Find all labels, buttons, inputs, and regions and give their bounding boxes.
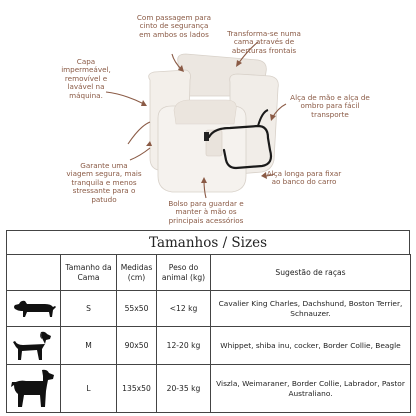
medium-dog-icon bbox=[11, 329, 57, 363]
arrow-left-curve bbox=[128, 122, 150, 144]
arrowhead-transform bbox=[236, 60, 242, 67]
weight-cell: 12-20 kg bbox=[157, 327, 211, 365]
arrowhead-safe bbox=[146, 141, 152, 146]
callout-transform: Transforma-se numa cama através de aberturas frontais bbox=[227, 29, 301, 55]
size-cell: M bbox=[61, 327, 117, 365]
measure-cell: 55x50 bbox=[117, 291, 157, 327]
header-measure: Medidas (cm) bbox=[117, 255, 157, 291]
dog-cell bbox=[7, 327, 61, 365]
breeds-cell: Whippet, shiba inu, cocker, Border Collie, Beagle bbox=[211, 327, 411, 365]
callout-pocket: Bolso para guardar e manter à mão os principais acessórios bbox=[168, 199, 244, 225]
callout-strap: Alça longa para fixar ao banco do carro bbox=[266, 169, 342, 187]
callout-handle: Alça de mão e alça de ombro para fácil transporte bbox=[290, 93, 370, 119]
table-header-row bbox=[7, 255, 411, 291]
dog-cell bbox=[7, 291, 61, 327]
arrow-safe bbox=[130, 148, 150, 160]
breeds-cell: Cavalier King Charles, Dachshund, Boston Terrier, Schnauzer. bbox=[211, 291, 411, 327]
size-cell: L bbox=[61, 365, 117, 413]
dog-cell bbox=[7, 365, 61, 413]
callout-safe: Garante uma viagem segura, mais tranquila e menos stressante para o patudo bbox=[66, 161, 142, 204]
large-dog-icon bbox=[10, 367, 58, 411]
measure-cell: 135x50 bbox=[117, 365, 157, 413]
size-table-title: Tamanhos / Sizes bbox=[6, 230, 410, 255]
arrowhead-pocket bbox=[201, 177, 207, 183]
dachshund-icon bbox=[11, 295, 57, 323]
header-size: Tamanho da Cama bbox=[61, 255, 117, 291]
measure-cell: 90x50 bbox=[117, 327, 157, 365]
header-weight: Peso do animal (kg) bbox=[157, 255, 211, 291]
weight-cell: <12 kg bbox=[157, 291, 211, 327]
breeds-cell: Viszla, Weimaraner, Border Collie, Labrador, Pastor Australiano. bbox=[211, 365, 411, 413]
arrowhead-handle bbox=[270, 114, 276, 121]
size-table bbox=[6, 254, 411, 413]
table-row bbox=[7, 365, 411, 413]
weight-cell: 20-35 kg bbox=[157, 365, 211, 413]
table-row bbox=[7, 291, 411, 327]
size-cell: S bbox=[61, 291, 117, 327]
table-row bbox=[7, 327, 411, 365]
callout-cover: Capa impermeável, removível e lavável na máquina. bbox=[61, 57, 111, 100]
callout-passage: Com passagem para cinto de segurança em ambos os lados bbox=[136, 13, 212, 39]
header-breeds: Sugestão de raças bbox=[211, 255, 411, 291]
header-icon bbox=[7, 255, 61, 291]
